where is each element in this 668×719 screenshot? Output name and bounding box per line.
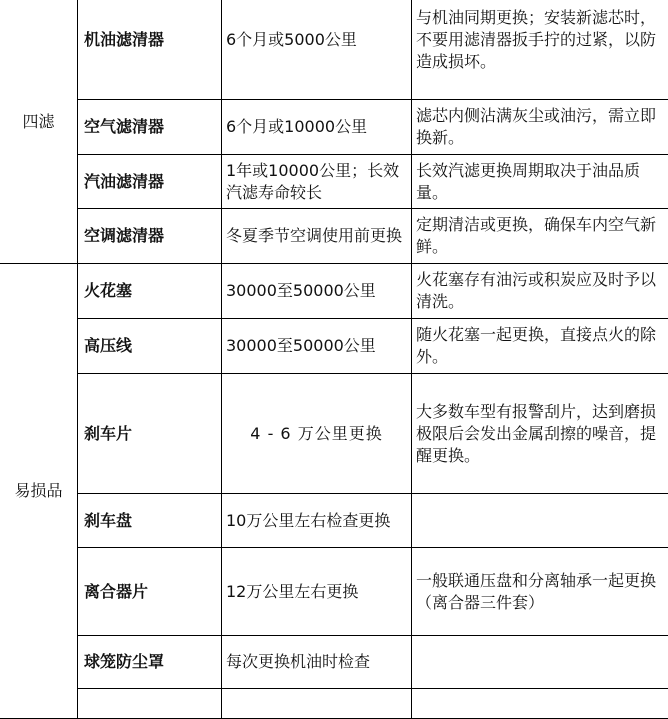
item-cycle: 30000至50000公里	[222, 264, 412, 319]
item-cycle-empty	[222, 689, 412, 719]
item-name: 汽油滤清器	[78, 155, 222, 209]
item-cycle: 4 - 6 万公里更换	[222, 374, 412, 494]
item-name: 机油滤清器	[78, 0, 222, 100]
item-cycle: 6个月或10000公里	[222, 100, 412, 155]
item-cycle: 6个月或5000公里	[222, 0, 412, 100]
item-cycle: 冬夏季节空调使用前更换	[222, 209, 412, 264]
table-row	[0, 264, 668, 319]
table-row	[0, 209, 668, 264]
table-row	[0, 548, 668, 636]
item-note: 随火花塞一起更换，直接点火的除外。	[412, 319, 668, 374]
item-name: 空气滤清器	[78, 100, 222, 155]
item-name: 高压线	[78, 319, 222, 374]
item-note-empty	[412, 689, 668, 719]
item-name-empty	[78, 689, 222, 719]
table-row	[0, 319, 668, 374]
item-note: 长效汽滤更换周期取决于油品质量。	[412, 155, 668, 209]
item-note: 大多数车型有报警刮片，达到磨损极限后会发出金属刮擦的噪音，提醒更换。	[412, 374, 668, 494]
item-cycle: 1年或10000公里；长效汽滤寿命较长	[222, 155, 412, 209]
item-name: 刹车盘	[78, 494, 222, 548]
item-cycle: 12万公里左右更换	[222, 548, 412, 636]
table-row	[0, 374, 668, 494]
item-note: 一般联通压盘和分离轴承一起更换（离合器三件套）	[412, 548, 668, 636]
table-row	[0, 494, 668, 548]
table-row	[0, 0, 668, 100]
item-name: 球笼防尘罩	[78, 636, 222, 689]
item-note: 与机油同期更换；安装新滤芯时，不要用滤清器扳手拧的过紧，以防造成损坏。	[412, 0, 668, 100]
item-name: 火花塞	[78, 264, 222, 319]
item-cycle: 30000至50000公里	[222, 319, 412, 374]
item-note	[412, 494, 668, 548]
item-name: 刹车片	[78, 374, 222, 494]
category-cell: 四滤	[0, 0, 78, 264]
table-row	[0, 100, 668, 155]
item-name: 空调滤清器	[78, 209, 222, 264]
category-cell: 易损品	[0, 264, 78, 719]
item-cycle: 每次更换机油时检查	[222, 636, 412, 689]
table-row-partial	[0, 689, 668, 719]
table-row	[0, 155, 668, 209]
item-name: 离合器片	[78, 548, 222, 636]
item-note: 定期清洁或更换，确保车内空气新鲜。	[412, 209, 668, 264]
item-note: 滤芯内侧沾满灰尘或油污，需立即换新。	[412, 100, 668, 155]
item-note: 火花塞存有油污或积炭应及时予以清洗。	[412, 264, 668, 319]
item-cycle: 10万公里左右检查更换	[222, 494, 412, 548]
